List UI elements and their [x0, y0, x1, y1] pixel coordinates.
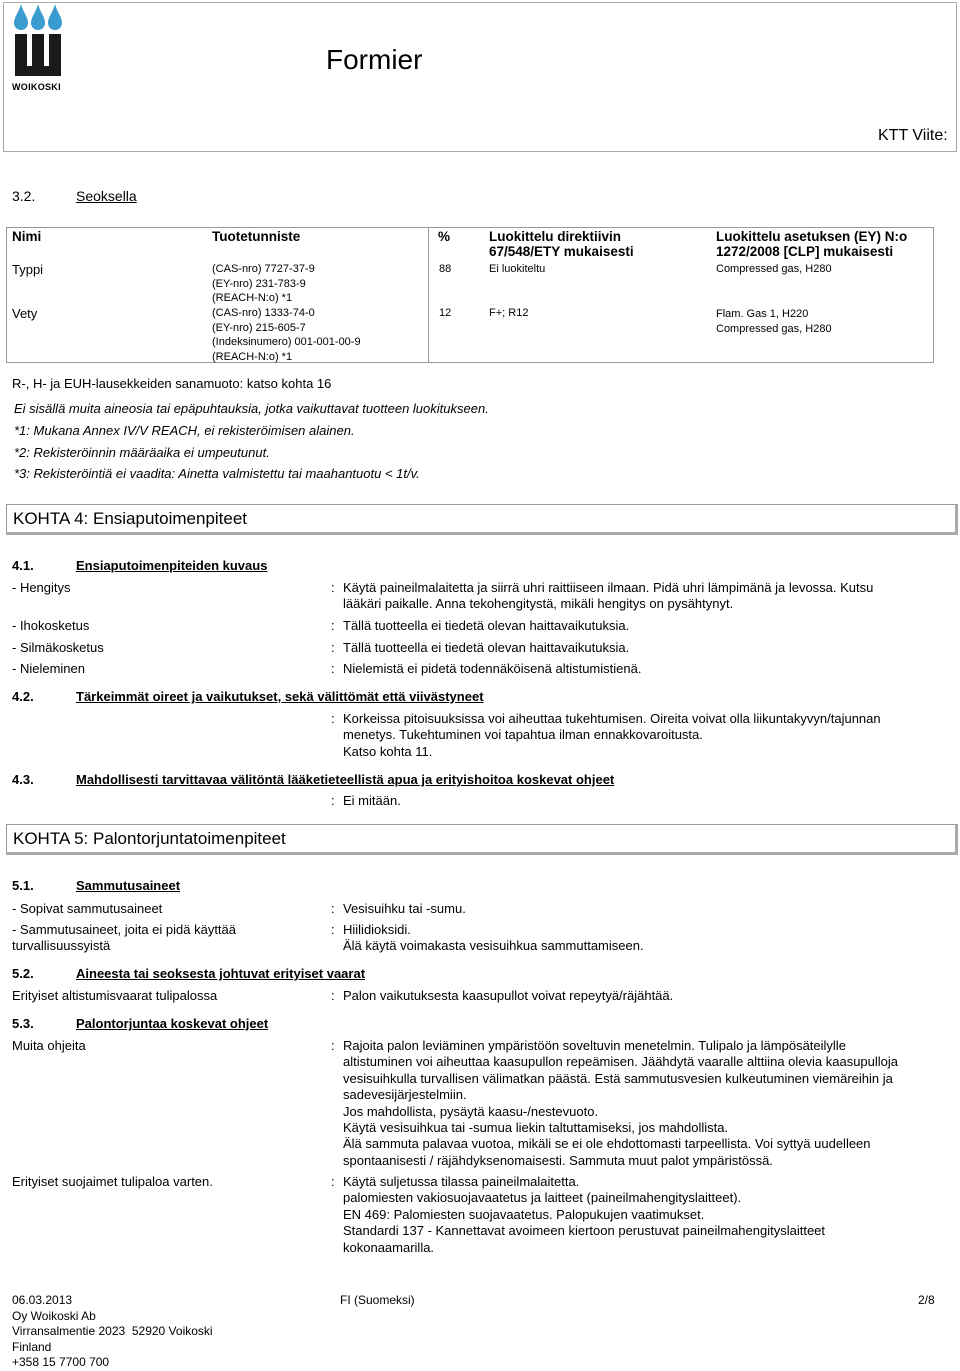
item-label: Erityiset altistumisvaarat tulipalossa: [12, 988, 218, 1003]
note-line: Ei sisällä muita aineosia tai epäpuhtauksia, jotka vaikuttavat tuotteen luokitukseen.: [14, 401, 489, 416]
section-title: Seoksella: [76, 188, 137, 204]
item-label: Erityiset suojaimet tulipaloa varten.: [12, 1174, 213, 1189]
footer-phone: +358 15 7700 700: [12, 1355, 110, 1369]
table-cell-pct: 88: [439, 263, 452, 275]
item-value: Käytä paineilmalaitetta ja siirrä uhri raittiiseen ilmaan. Pidä uhri lämpimänä ja levossa. Kutsu lääkäri paikalle. Anna tekohengitystä, mikäli hengitys on pysähtynyt.: [343, 580, 874, 612]
section-title: Aineesta tai seoksesta johtuvat erityiset vaarat: [76, 966, 366, 981]
table-cell-ids: (CAS-nro) 7727-37-9 (EY-nro) 231-783-9 (REACH-N:o) *1: [212, 263, 315, 304]
section-title: Sammutusaineet: [76, 878, 181, 893]
section-title: Ensiaputoimenpiteiden kuvaus: [76, 558, 268, 573]
footer-page-number: 2/8: [918, 1293, 935, 1307]
table-cell-directive: F+; R12: [489, 307, 529, 319]
footer-date: 06.03.2013: [12, 1293, 73, 1307]
item-value: Tällä tuotteella ei tiedetä olevan haittavaikutuksia.: [343, 618, 630, 633]
logo-text: WOIKOSKI: [12, 82, 61, 92]
table-header-directive: Luokittelu direktiivin 67/548/ETY mukaisesti: [489, 229, 634, 259]
colon: :: [331, 661, 335, 676]
item-value: Käytä suljetussa tilassa paineilmalaitetta. palomiesten vakiosuojavaatetus ja laitteet (paineilmahengityslaitteet). EN 469: Palomiesten suojavaatetus. Palopukujen vaatimukset. Standardi 137 - Kannettavat avoimeen kiertoon perustuvat paineilmahengityslaitteet kokonaamarilla.: [343, 1174, 826, 1255]
footer-company: Oy Woikoski Ab: [12, 1308, 96, 1323]
colon: :: [331, 580, 335, 595]
footer-country: Finland: [12, 1339, 52, 1354]
ktt-reference: KTT Viite:: [878, 127, 948, 144]
item-label: - Nieleminen: [12, 661, 85, 676]
section-title: Mahdollisesti tarvittavaa välitöntä lääketieteellistä apua ja erityishoitoa koskevat ohjeet: [76, 772, 615, 787]
section-number: 5.3.: [12, 1016, 34, 1031]
item-value: Tällä tuotteella ei tiedetä olevan haittavaikutuksia.: [343, 640, 630, 655]
colon: :: [331, 640, 335, 655]
table-header-pct: %: [438, 229, 451, 244]
table-cell-nimi: Vety: [12, 306, 38, 321]
document-title: Formier: [326, 44, 423, 75]
table-header-tuote: Tuotetunniste: [212, 229, 301, 244]
item-value: Vesisuihku tai -sumu.: [343, 901, 466, 916]
table-cell-pct: 12: [439, 307, 452, 319]
note-line: *1: Mukana Annex IV/V REACH, ei rekisteröimisen alainen.: [14, 422, 355, 438]
colon: :: [331, 988, 335, 1003]
section-title: Palontorjuntaa koskevat ohjeet: [76, 1016, 269, 1031]
item-value: Korkeissa pitoisuuksissa voi aiheuttaa tukehtumisen. Oireita voivat olla liikuntakyvyn/tajunnan menetys. Tukehtuminen voi tapahtua ilman ennakkovaroitusta. Katso kohta 11.: [343, 711, 881, 759]
section-title: Tärkeimmät oireet ja vaikutukset, sekä välittömät että viivästyneet: [76, 689, 484, 704]
table-divider: [428, 227, 429, 363]
item-value: Rajoita palon leviäminen ympäristöön soveltuvin menetelmin. Tulipalo ja lämpösäteilylle altistuminen voi aiheuttaa kaasupullon repeämisen. Jäähdytä vaaralle alttiina olevia kaasupulloja vesisuihkulla turvallisen välimatkan päästä. Estä sammutusvesien kulkeutuminen viemäreihin ja sadevesijärjestelmiin. Jos mahdollista, pysäytä kaasu-/nestevuoto. Käytä vesisuihkua tai -sumua liekin taltuttamiseksi, jos mahdollista. Älä sammuta palavaa vuotoa, mikäli se ei ole ehdottomasti tarpeellista. Voi syttyä uudelleen spontaanisesti / räjähdyksenomaisesti. Sammuta muut palot ympäristössä.: [343, 1038, 899, 1168]
colon: :: [331, 711, 335, 726]
colon: :: [331, 1038, 335, 1053]
colon: :: [331, 618, 335, 633]
note-line: *2: Rekisteröinnin määräaika ei umpeutunut.: [14, 444, 270, 460]
table-header-nimi: Nimi: [12, 229, 42, 244]
table-cell-nimi: Typpi: [12, 262, 44, 277]
note-line: *3: Rekisteröintiä ei vaadita: Ainetta valmistettu tai maahantuotu < 1t/v.: [14, 466, 420, 482]
kohta-5-heading: KOHTA 5: Palontorjuntatoimenpiteet: [6, 824, 958, 855]
table-header-clp: Luokittelu asetuksen (EY) N:o 1272/2008 [CLP] mukaisesti: [716, 229, 908, 259]
kohta-4-heading: KOHTA 4: Ensiaputoimenpiteet: [6, 504, 958, 535]
item-label: - Sammutusaineet, joita ei pidä käyttää turvallisuussyistä: [12, 922, 237, 954]
section-number: 5.1.: [12, 878, 34, 893]
footer-company-info: [12, 1293, 213, 1371]
section-number: 5.2.: [12, 966, 34, 981]
section-number: 3.2.: [12, 188, 36, 204]
section-number: 4.2.: [12, 689, 34, 704]
table-cell-directive: Ei luokiteltu: [489, 263, 546, 275]
item-value: Palon vaikutuksesta kaasupullot voivat repeytyä/räjähtää.: [343, 988, 674, 1003]
item-label: - Ihokosketus: [12, 618, 90, 633]
colon: :: [331, 922, 335, 937]
colon: :: [331, 793, 335, 808]
item-value: Nielemistä ei pidetä todennäköisenä altistumistienä.: [343, 661, 642, 676]
notes-list: [14, 398, 489, 485]
footer-address: Virransalmentie 2023 52920 Voikoski: [12, 1324, 213, 1338]
colon: :: [331, 901, 335, 916]
header-box: [3, 2, 957, 152]
table-cell-ids: (CAS-nro) 1333-74-0 (EY-nro) 215-605-7 (Indeksinumero) 001-001-00-9 (REACH-N:o) *1: [212, 307, 361, 363]
colon: :: [331, 1174, 335, 1189]
item-label: - Hengitys: [12, 580, 71, 595]
section-number: 4.1.: [12, 558, 34, 573]
item-value: Hiilidioksidi. Älä käytä voimakasta vesisuihkua sammuttamiseen.: [343, 922, 644, 954]
section-number: 4.3.: [12, 772, 34, 787]
table-cell-clp: Flam. Gas 1, H220 Compressed gas, H280: [716, 308, 832, 335]
table-cell-clp: Compressed gas, H280: [716, 263, 832, 275]
item-label: - Silmäkosketus: [12, 640, 104, 655]
item-label: - Sopivat sammutusaineet: [12, 901, 163, 916]
footer-language: FI (Suomeksi): [340, 1293, 415, 1307]
item-value: Ei mitään.: [343, 793, 401, 808]
r-h-note: R-, H- ja EUH-lausekkeiden sanamuoto: katso kohta 16: [12, 376, 332, 391]
item-label: Muita ohjeita: [12, 1038, 86, 1053]
